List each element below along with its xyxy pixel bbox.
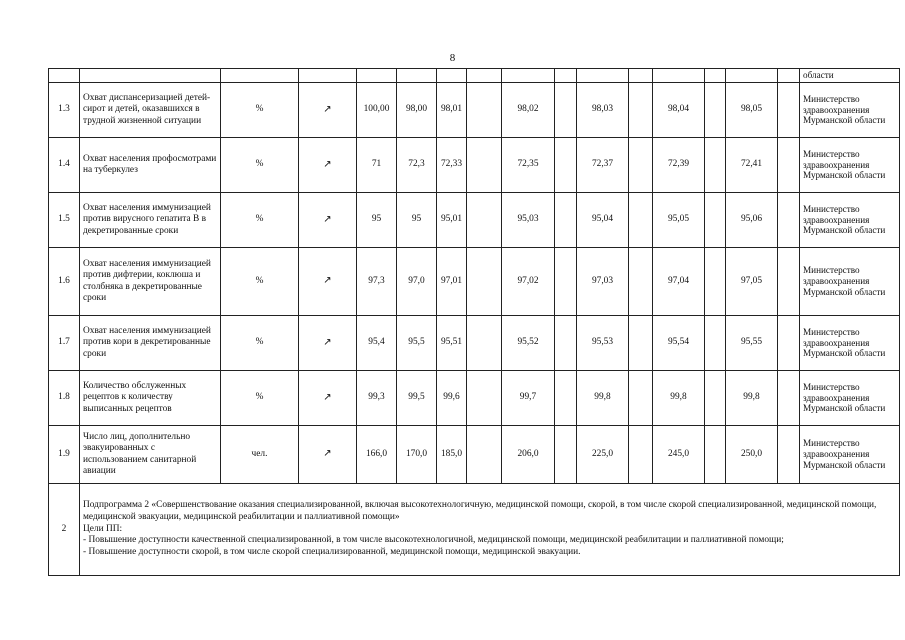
page-number: 8 (449, 52, 456, 64)
blank-cell (555, 83, 577, 138)
value-cell: 99,8 (577, 371, 629, 426)
blank-cell (778, 248, 800, 316)
indicator-name: Охват населения иммунизацией против кори в декретированные сроки (80, 316, 221, 371)
table-row (49, 248, 900, 316)
value-cell: 99,8 (653, 371, 705, 426)
blank-cell (555, 193, 577, 248)
blank-cell (629, 193, 653, 248)
blank-cell (467, 371, 502, 426)
blank-cell (726, 69, 778, 83)
value-cell: 206,0 (502, 426, 555, 484)
organization-cell: Министерство здравоохранения Мурманской области (800, 248, 900, 316)
value-cell: 95,06 (726, 193, 778, 248)
subprogram-number: 2 (49, 484, 80, 576)
table-row-continuation (49, 69, 900, 83)
blank-cell (778, 83, 800, 138)
blank-cell (705, 69, 726, 83)
blank-cell (705, 248, 726, 316)
blank-cell (629, 371, 653, 426)
value-cell: 72,33 (437, 138, 467, 193)
value-cell: 225,0 (577, 426, 629, 484)
trend-cell (299, 138, 357, 193)
blank-cell (357, 69, 397, 83)
value-cell: 166,0 (357, 426, 397, 484)
value-cell: 95,55 (726, 316, 778, 371)
value-cell: 98,05 (726, 83, 778, 138)
value-cell: 98,04 (653, 83, 705, 138)
blank-cell (221, 69, 299, 83)
organization-cell: Министерство здравоохранения Мурманской области (800, 138, 900, 193)
value-cell: 170,0 (397, 426, 437, 484)
arrow-up-right-icon: ↗ (323, 275, 332, 287)
indicator-name: Охват диспансеризацией детей-сирот и детей, оказавшихся в трудной жизненной ситуации (80, 83, 221, 138)
table-body (49, 69, 900, 576)
indicator-name: Число лиц, дополнительно эвакуированных с использованием санитарной авиации (80, 426, 221, 484)
value-cell: 97,0 (397, 248, 437, 316)
blank-cell (705, 193, 726, 248)
trend-cell (299, 426, 357, 484)
blank-cell (705, 138, 726, 193)
value-cell: 97,02 (502, 248, 555, 316)
organization-cell: Министерство здравоохранения Мурманской области (800, 426, 900, 484)
organization-cell: Министерство здравоохранения Мурманской области (800, 193, 900, 248)
unit-cell: % (221, 371, 299, 426)
blank-cell (555, 316, 577, 371)
value-cell: 100,00 (357, 83, 397, 138)
organization-cell: Министерство здравоохранения Мурманской области (800, 316, 900, 371)
value-cell: 95,04 (577, 193, 629, 248)
blank-cell (299, 69, 357, 83)
value-cell: 99,5 (397, 371, 437, 426)
subprogram-goal-1: - Повышение доступности качественной специализированной, в том числе высокотехнологичной, медицинской помощи, медицинской реабилитации и паллиативной помощи; (83, 535, 784, 546)
value-cell: 99,8 (726, 371, 778, 426)
blank-cell (467, 83, 502, 138)
blank-cell (778, 426, 800, 484)
value-cell: 97,03 (577, 248, 629, 316)
trend-cell (299, 83, 357, 138)
blank-cell (577, 69, 629, 83)
value-cell: 95,51 (437, 316, 467, 371)
organization-cell: Министерство здравоохранения Мурманской области (800, 371, 900, 426)
blank-cell (705, 83, 726, 138)
unit-cell: % (221, 83, 299, 138)
table-row (49, 138, 900, 193)
table-row (49, 371, 900, 426)
indicators-table (48, 68, 900, 576)
blank-cell (629, 248, 653, 316)
blank-cell (778, 69, 800, 83)
blank-cell (437, 69, 467, 83)
organization-cell: Министерство здравоохранения Мурманской области (800, 83, 900, 138)
value-cell: 72,41 (726, 138, 778, 193)
blank-cell (653, 69, 705, 83)
blank-cell (778, 138, 800, 193)
blank-cell (705, 316, 726, 371)
blank-cell (778, 193, 800, 248)
blank-cell (778, 316, 800, 371)
value-cell: 95,01 (437, 193, 467, 248)
row-number: 1.7 (49, 316, 80, 371)
trend-cell (299, 193, 357, 248)
arrow-up-right-icon: ↗ (323, 391, 332, 403)
value-cell: 72,37 (577, 138, 629, 193)
blank-cell (467, 138, 502, 193)
value-cell: 95,5 (397, 316, 437, 371)
value-cell: 245,0 (653, 426, 705, 484)
value-cell: 97,3 (357, 248, 397, 316)
blank-cell (49, 69, 80, 83)
subprogram-goals-label: Цели ПП: (83, 523, 123, 534)
value-cell: 97,05 (726, 248, 778, 316)
value-cell: 99,6 (437, 371, 467, 426)
blank-cell (629, 69, 653, 83)
value-cell: 95,54 (653, 316, 705, 371)
row-number: 1.8 (49, 371, 80, 426)
blank-cell (555, 426, 577, 484)
row-number: 1.5 (49, 193, 80, 248)
blank-cell (629, 83, 653, 138)
value-cell: 97,04 (653, 248, 705, 316)
blank-cell (629, 138, 653, 193)
blank-cell (705, 426, 726, 484)
blank-cell (555, 138, 577, 193)
unit-cell: % (221, 193, 299, 248)
value-cell: 185,0 (437, 426, 467, 484)
arrow-up-right-icon: ↗ (323, 158, 332, 170)
value-cell: 99,7 (502, 371, 555, 426)
value-cell: 95 (357, 193, 397, 248)
value-cell: 95,4 (357, 316, 397, 371)
blank-cell (778, 371, 800, 426)
value-cell: 98,02 (502, 83, 555, 138)
trend-cell (299, 371, 357, 426)
value-cell: 95,05 (653, 193, 705, 248)
indicator-name: Охват населения профосмотрами на туберкулез (80, 138, 221, 193)
value-cell: 95,03 (502, 193, 555, 248)
subprogram-row (49, 484, 900, 576)
trend-cell (299, 248, 357, 316)
value-cell: 95,53 (577, 316, 629, 371)
value-cell: 98,00 (397, 83, 437, 138)
unit-cell: % (221, 316, 299, 371)
row-number: 1.4 (49, 138, 80, 193)
row-number: 1.6 (49, 248, 80, 316)
arrow-up-right-icon: ↗ (323, 336, 332, 348)
trend-cell (299, 316, 357, 371)
arrow-up-right-icon: ↗ (323, 213, 332, 225)
blank-cell (467, 193, 502, 248)
blank-cell (629, 426, 653, 484)
unit-cell: % (221, 248, 299, 316)
value-cell: 98,01 (437, 83, 467, 138)
table-row (49, 193, 900, 248)
indicator-name: Охват населения иммунизацией против вирусного гепатита В в декретированные сроки (80, 193, 221, 248)
arrow-up-right-icon: ↗ (323, 448, 332, 460)
value-cell: 99,3 (357, 371, 397, 426)
blank-cell (555, 371, 577, 426)
value-cell: 72,3 (397, 138, 437, 193)
value-cell: 71 (357, 138, 397, 193)
value-cell: 250,0 (726, 426, 778, 484)
table-row (49, 83, 900, 138)
value-cell: 72,39 (653, 138, 705, 193)
table-row (49, 316, 900, 371)
subprogram-description (80, 484, 900, 576)
subprogram-goal-2: - Повышение доступности скорой, в том числе скорой специализированной, медицинской помощи, медицинской эвакуации. (83, 547, 581, 558)
blank-cell (80, 69, 221, 83)
unit-cell: чел. (221, 426, 299, 484)
unit-cell: % (221, 138, 299, 193)
subprogram-title: Подпрограмма 2 «Совершенствование оказания специализированной, включая высокотехнологичную, медицинской помощи, скорой, в том числе скорой специализированной, медицинской помощи, медицинской эвакуации, медицинской реабилитации и паллиативной помощи» (83, 500, 877, 522)
indicator-name: Количество обслуженных рецептов к количеству выписанных рецептов (80, 371, 221, 426)
value-cell: 97,01 (437, 248, 467, 316)
organization-cell: области (800, 69, 900, 83)
arrow-up-right-icon: ↗ (323, 103, 332, 115)
blank-cell (467, 426, 502, 484)
value-cell: 72,35 (502, 138, 555, 193)
indicator-name: Охват населения иммунизацией против дифтерии, коклюша и столбняка в декретированные сроки (80, 248, 221, 316)
blank-cell (555, 248, 577, 316)
blank-cell (467, 69, 502, 83)
blank-cell (555, 69, 577, 83)
value-cell: 95,52 (502, 316, 555, 371)
blank-cell (397, 69, 437, 83)
blank-cell (502, 69, 555, 83)
row-number: 1.3 (49, 83, 80, 138)
blank-cell (467, 316, 502, 371)
row-number: 1.9 (49, 426, 80, 484)
value-cell: 95 (397, 193, 437, 248)
value-cell: 98,03 (577, 83, 629, 138)
blank-cell (705, 371, 726, 426)
table-row (49, 426, 900, 484)
blank-cell (629, 316, 653, 371)
blank-cell (467, 248, 502, 316)
